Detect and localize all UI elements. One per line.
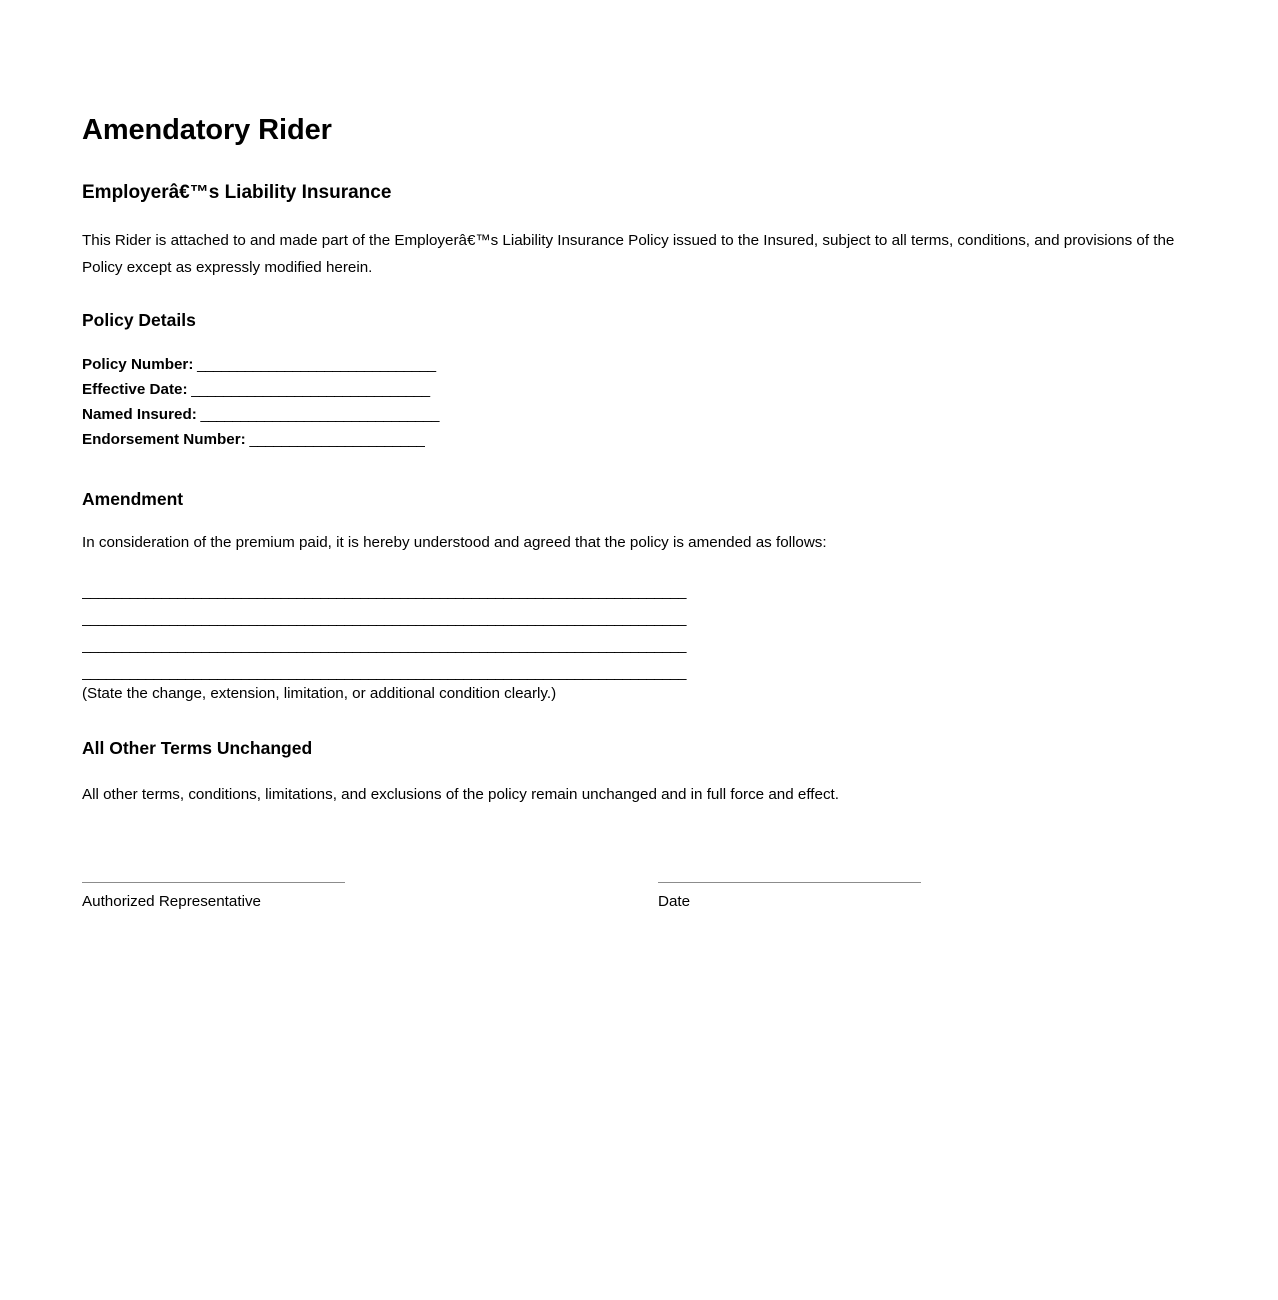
- policy-details-heading: Policy Details: [82, 310, 196, 330]
- amendment-heading: Amendment: [82, 489, 184, 509]
- endorsement-number-label: Endorsement Number:: [82, 431, 246, 448]
- endorsement-number-field-row: [82, 427, 782, 452]
- all-other-terms-paragraph: All other terms, conditions, limitations, and exclusions of the policy remain unchanged and in full force and effect.: [82, 786, 839, 803]
- effective-date-field-row: [82, 377, 782, 402]
- amendment-blank-line[interactable]: ____________________________________________________________________________: [82, 610, 686, 627]
- policy-number-fill-line[interactable]: ______________________________: [193, 356, 436, 373]
- authorized-representative-signature-group: [82, 882, 345, 912]
- named-insured-fill-line[interactable]: ______________________________: [196, 406, 439, 423]
- policy-details-field-list: [82, 352, 782, 452]
- named-insured-label: Named Insured:: [82, 406, 197, 423]
- amendment-instruction-note: (State the change, extension, limitation, or additional condition clearly.): [82, 685, 557, 702]
- intro-paragraph: This Rider is attached to and made part of the Employerâ€™s Liability Insurance Policy issued to the Insured, subject to all terms, conditions, and provisions of the Policy except as expressly modified herein.: [82, 232, 1175, 276]
- amendment-intro-paragraph: In consideration of the premium paid, it is hereby understood and agreed that the policy is amended as follows:: [82, 534, 827, 551]
- amendment-blank-line[interactable]: ____________________________________________________________________________: [82, 664, 686, 681]
- authorized-representative-label: Authorized Representative: [82, 893, 261, 910]
- policy-number-field-row: [82, 352, 782, 377]
- page-title: Amendatory Rider: [82, 114, 332, 146]
- amendment-blank-line[interactable]: ____________________________________________________________________________: [82, 637, 686, 654]
- amendment-blank-line[interactable]: ____________________________________________________________________________: [82, 583, 686, 600]
- named-insured-field-row: [82, 402, 782, 427]
- all-other-terms-heading: All Other Terms Unchanged: [82, 738, 313, 758]
- endorsement-number-fill-line[interactable]: ______________________: [245, 431, 425, 448]
- date-signature-line[interactable]: [658, 882, 921, 883]
- date-signature-group: [658, 882, 921, 912]
- document-subtitle: Employerâ€™s Liability Insurance: [82, 182, 392, 203]
- date-label: Date: [658, 893, 691, 910]
- effective-date-label: Effective Date:: [82, 381, 188, 398]
- amendment-blank-lines: [82, 578, 882, 686]
- effective-date-fill-line[interactable]: ______________________________: [187, 381, 430, 398]
- authorized-representative-signature-line[interactable]: [82, 882, 345, 883]
- policy-number-label: Policy Number:: [82, 356, 194, 373]
